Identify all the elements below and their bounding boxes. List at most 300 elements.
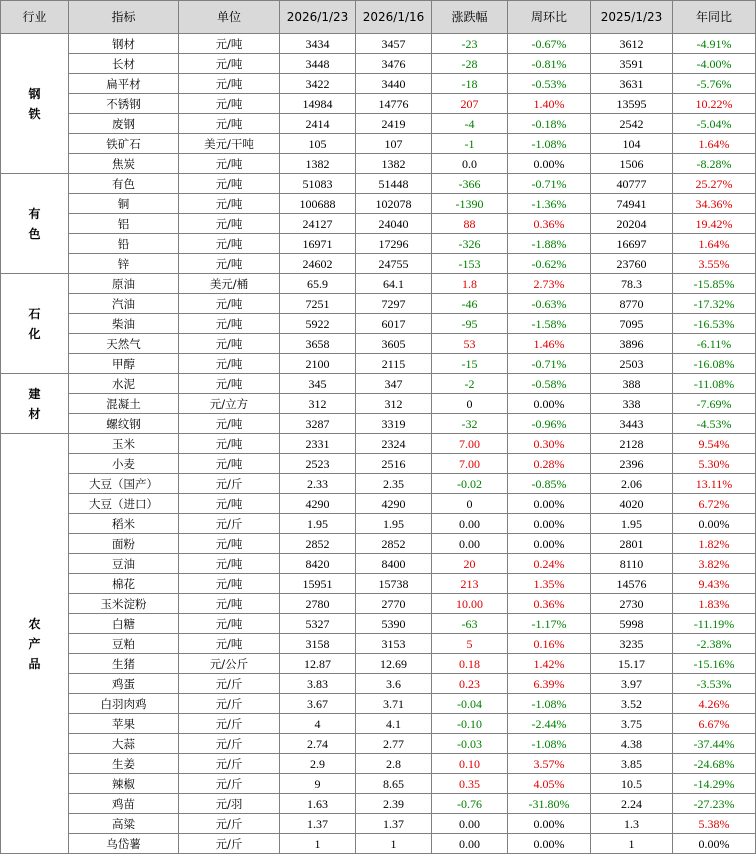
last-year-value-cell: 3.75 bbox=[591, 714, 673, 734]
indicator-cell: 甲醇 bbox=[69, 354, 179, 374]
indicator-cell: 豆油 bbox=[69, 554, 179, 574]
yoy-cell: 34.36% bbox=[673, 194, 756, 214]
previous-value-cell: 102078 bbox=[356, 194, 432, 214]
unit-cell: 元/斤 bbox=[179, 674, 280, 694]
wow-cell: 0.00% bbox=[508, 154, 591, 174]
table-row bbox=[1, 154, 756, 174]
wow-cell: 2.73% bbox=[508, 274, 591, 294]
wow-cell: 0.00% bbox=[508, 394, 591, 414]
yoy-cell: 0.00% bbox=[673, 834, 756, 854]
change-cell: 0.00 bbox=[432, 514, 508, 534]
yoy-cell: -4.00% bbox=[673, 54, 756, 74]
last-year-value-cell: 2.06 bbox=[591, 474, 673, 494]
last-year-value-cell: 3443 bbox=[591, 414, 673, 434]
table-row bbox=[1, 134, 756, 154]
previous-value-cell: 2.77 bbox=[356, 734, 432, 754]
current-value-cell: 4290 bbox=[280, 494, 356, 514]
table-row bbox=[1, 394, 756, 414]
last-year-value-cell: 3591 bbox=[591, 54, 673, 74]
previous-value-cell: 17296 bbox=[356, 234, 432, 254]
last-year-value-cell: 5998 bbox=[591, 614, 673, 634]
indicator-cell: 钢材 bbox=[69, 34, 179, 54]
header-week-over-week: 周环比 bbox=[508, 1, 591, 34]
wow-cell: -0.67% bbox=[508, 34, 591, 54]
previous-value-cell: 64.1 bbox=[356, 274, 432, 294]
current-value-cell: 5327 bbox=[280, 614, 356, 634]
wow-cell: 1.46% bbox=[508, 334, 591, 354]
yoy-cell: 1.83% bbox=[673, 594, 756, 614]
header-current-date: 2026/1/23 bbox=[280, 1, 356, 34]
table-row bbox=[1, 294, 756, 314]
yoy-cell: 1.64% bbox=[673, 234, 756, 254]
table-row bbox=[1, 174, 756, 194]
yoy-cell: -24.68% bbox=[673, 754, 756, 774]
indicator-cell: 铅 bbox=[69, 234, 179, 254]
table-row bbox=[1, 94, 756, 114]
last-year-value-cell: 3.85 bbox=[591, 754, 673, 774]
previous-value-cell: 1 bbox=[356, 834, 432, 854]
header-indicator: 指标 bbox=[69, 1, 179, 34]
wow-cell: 0.00% bbox=[508, 514, 591, 534]
unit-cell: 元/吨 bbox=[179, 154, 280, 174]
current-value-cell: 3422 bbox=[280, 74, 356, 94]
previous-value-cell: 2770 bbox=[356, 594, 432, 614]
change-cell: 0.23 bbox=[432, 674, 508, 694]
previous-value-cell: 3457 bbox=[356, 34, 432, 54]
last-year-value-cell: 10.5 bbox=[591, 774, 673, 794]
indicator-cell: 大豆（国产） bbox=[69, 474, 179, 494]
indicator-cell: 焦炭 bbox=[69, 154, 179, 174]
unit-cell: 元/吨 bbox=[179, 354, 280, 374]
previous-value-cell: 1.37 bbox=[356, 814, 432, 834]
change-cell: 5 bbox=[432, 634, 508, 654]
current-value-cell: 8420 bbox=[280, 554, 356, 574]
indicator-cell: 面粉 bbox=[69, 534, 179, 554]
table-row bbox=[1, 454, 756, 474]
unit-cell: 元/吨 bbox=[179, 534, 280, 554]
indicator-cell: 辣椒 bbox=[69, 774, 179, 794]
unit-cell: 元/吨 bbox=[179, 454, 280, 474]
previous-value-cell: 8400 bbox=[356, 554, 432, 574]
unit-cell: 元/吨 bbox=[179, 254, 280, 274]
indicator-cell: 水泥 bbox=[69, 374, 179, 394]
previous-value-cell: 6017 bbox=[356, 314, 432, 334]
wow-cell: -0.62% bbox=[508, 254, 591, 274]
yoy-cell: 1.64% bbox=[673, 134, 756, 154]
previous-value-cell: 3.71 bbox=[356, 694, 432, 714]
wow-cell: -1.58% bbox=[508, 314, 591, 334]
table-row bbox=[1, 514, 756, 534]
current-value-cell: 345 bbox=[280, 374, 356, 394]
indicator-cell: 高粱 bbox=[69, 814, 179, 834]
current-value-cell: 2.33 bbox=[280, 474, 356, 494]
change-cell: -32 bbox=[432, 414, 508, 434]
previous-value-cell: 3440 bbox=[356, 74, 432, 94]
yoy-cell: 6.72% bbox=[673, 494, 756, 514]
indicator-cell: 玉米淀粉 bbox=[69, 594, 179, 614]
change-cell: 10.00 bbox=[432, 594, 508, 614]
previous-value-cell: 3605 bbox=[356, 334, 432, 354]
change-cell: 0.18 bbox=[432, 654, 508, 674]
unit-cell: 元/吨 bbox=[179, 494, 280, 514]
current-value-cell: 3.67 bbox=[280, 694, 356, 714]
indicator-cell: 有色 bbox=[69, 174, 179, 194]
indicator-cell: 大豆（进口） bbox=[69, 494, 179, 514]
current-value-cell: 1.63 bbox=[280, 794, 356, 814]
industry-cell: 农 产 品 bbox=[1, 434, 69, 854]
current-value-cell: 3.83 bbox=[280, 674, 356, 694]
unit-cell: 元/斤 bbox=[179, 514, 280, 534]
table-row bbox=[1, 674, 756, 694]
current-value-cell: 2100 bbox=[280, 354, 356, 374]
current-value-cell: 16971 bbox=[280, 234, 356, 254]
previous-value-cell: 1382 bbox=[356, 154, 432, 174]
table-row bbox=[1, 754, 756, 774]
previous-value-cell: 2516 bbox=[356, 454, 432, 474]
previous-value-cell: 3319 bbox=[356, 414, 432, 434]
unit-cell: 元/吨 bbox=[179, 594, 280, 614]
unit-cell: 元/吨 bbox=[179, 574, 280, 594]
indicator-cell: 废钢 bbox=[69, 114, 179, 134]
change-cell: 7.00 bbox=[432, 434, 508, 454]
current-value-cell: 2523 bbox=[280, 454, 356, 474]
previous-value-cell: 24755 bbox=[356, 254, 432, 274]
wow-cell: 0.30% bbox=[508, 434, 591, 454]
current-value-cell: 3158 bbox=[280, 634, 356, 654]
current-value-cell: 24602 bbox=[280, 254, 356, 274]
current-value-cell: 12.87 bbox=[280, 654, 356, 674]
header-year-over-year: 年同比 bbox=[673, 1, 756, 34]
indicator-cell: 铝 bbox=[69, 214, 179, 234]
change-cell: -46 bbox=[432, 294, 508, 314]
current-value-cell: 1.37 bbox=[280, 814, 356, 834]
wow-cell: -1.88% bbox=[508, 234, 591, 254]
change-cell: 0 bbox=[432, 494, 508, 514]
unit-cell: 元/斤 bbox=[179, 734, 280, 754]
unit-cell: 元/立方 bbox=[179, 394, 280, 414]
previous-value-cell: 5390 bbox=[356, 614, 432, 634]
wow-cell: -0.63% bbox=[508, 294, 591, 314]
yoy-cell: -6.11% bbox=[673, 334, 756, 354]
change-cell: 53 bbox=[432, 334, 508, 354]
change-cell: -0.02 bbox=[432, 474, 508, 494]
current-value-cell: 2.9 bbox=[280, 754, 356, 774]
change-cell: 213 bbox=[432, 574, 508, 594]
indicator-cell: 扁平材 bbox=[69, 74, 179, 94]
yoy-cell: -4.91% bbox=[673, 34, 756, 54]
last-year-value-cell: 3.52 bbox=[591, 694, 673, 714]
wow-cell: -0.53% bbox=[508, 74, 591, 94]
previous-value-cell: 3.6 bbox=[356, 674, 432, 694]
table-row bbox=[1, 694, 756, 714]
wow-cell: 0.36% bbox=[508, 214, 591, 234]
table-row bbox=[1, 354, 756, 374]
change-cell: -15 bbox=[432, 354, 508, 374]
wow-cell: -0.58% bbox=[508, 374, 591, 394]
change-cell: -0.03 bbox=[432, 734, 508, 754]
industry-cell: 钢 铁 bbox=[1, 34, 69, 174]
industry-cell: 石 化 bbox=[1, 274, 69, 374]
last-year-value-cell: 2801 bbox=[591, 534, 673, 554]
table-row bbox=[1, 574, 756, 594]
current-value-cell: 14984 bbox=[280, 94, 356, 114]
unit-cell: 元/斤 bbox=[179, 694, 280, 714]
last-year-value-cell: 23760 bbox=[591, 254, 673, 274]
change-cell: 7.00 bbox=[432, 454, 508, 474]
current-value-cell: 3658 bbox=[280, 334, 356, 354]
change-cell: -326 bbox=[432, 234, 508, 254]
table-row bbox=[1, 814, 756, 834]
change-cell: -0.04 bbox=[432, 694, 508, 714]
table-row bbox=[1, 474, 756, 494]
change-cell: 20 bbox=[432, 554, 508, 574]
yoy-cell: -27.23% bbox=[673, 794, 756, 814]
yoy-cell: -7.69% bbox=[673, 394, 756, 414]
unit-cell: 元/吨 bbox=[179, 434, 280, 454]
unit-cell: 元/吨 bbox=[179, 314, 280, 334]
change-cell: 0.00 bbox=[432, 814, 508, 834]
previous-value-cell: 2.8 bbox=[356, 754, 432, 774]
yoy-cell: 1.82% bbox=[673, 534, 756, 554]
unit-cell: 元/斤 bbox=[179, 774, 280, 794]
last-year-value-cell: 2128 bbox=[591, 434, 673, 454]
table-row bbox=[1, 54, 756, 74]
table-row bbox=[1, 114, 756, 134]
current-value-cell: 105 bbox=[280, 134, 356, 154]
wow-cell: -1.08% bbox=[508, 734, 591, 754]
current-value-cell: 7251 bbox=[280, 294, 356, 314]
last-year-value-cell: 3631 bbox=[591, 74, 673, 94]
wow-cell: -1.36% bbox=[508, 194, 591, 214]
wow-cell: 1.35% bbox=[508, 574, 591, 594]
wow-cell: -0.96% bbox=[508, 414, 591, 434]
last-year-value-cell: 104 bbox=[591, 134, 673, 154]
last-year-value-cell: 2542 bbox=[591, 114, 673, 134]
wow-cell: 0.00% bbox=[508, 534, 591, 554]
indicator-cell: 不锈钢 bbox=[69, 94, 179, 114]
table-row bbox=[1, 374, 756, 394]
yoy-cell: 5.30% bbox=[673, 454, 756, 474]
unit-cell: 元/吨 bbox=[179, 374, 280, 394]
last-year-value-cell: 4020 bbox=[591, 494, 673, 514]
change-cell: -23 bbox=[432, 34, 508, 54]
indicator-cell: 天然气 bbox=[69, 334, 179, 354]
wow-cell: -1.08% bbox=[508, 134, 591, 154]
current-value-cell: 1382 bbox=[280, 154, 356, 174]
previous-value-cell: 14776 bbox=[356, 94, 432, 114]
header-previous-date: 2026/1/16 bbox=[356, 1, 432, 34]
indicator-cell: 豆粕 bbox=[69, 634, 179, 654]
yoy-cell: -11.19% bbox=[673, 614, 756, 634]
yoy-cell: 9.54% bbox=[673, 434, 756, 454]
yoy-cell: -11.08% bbox=[673, 374, 756, 394]
table-row bbox=[1, 774, 756, 794]
unit-cell: 元/吨 bbox=[179, 114, 280, 134]
wow-cell: 1.40% bbox=[508, 94, 591, 114]
unit-cell: 元/吨 bbox=[179, 634, 280, 654]
current-value-cell: 1.95 bbox=[280, 514, 356, 534]
indicator-cell: 柴油 bbox=[69, 314, 179, 334]
last-year-value-cell: 78.3 bbox=[591, 274, 673, 294]
previous-value-cell: 2324 bbox=[356, 434, 432, 454]
yoy-cell: -16.53% bbox=[673, 314, 756, 334]
change-cell: -95 bbox=[432, 314, 508, 334]
table-row bbox=[1, 414, 756, 434]
change-cell: 0.35 bbox=[432, 774, 508, 794]
unit-cell: 元/斤 bbox=[179, 814, 280, 834]
unit-cell: 元/吨 bbox=[179, 194, 280, 214]
unit-cell: 元/吨 bbox=[179, 334, 280, 354]
previous-value-cell: 2.39 bbox=[356, 794, 432, 814]
unit-cell: 元/斤 bbox=[179, 474, 280, 494]
yoy-cell: -15.85% bbox=[673, 274, 756, 294]
previous-value-cell: 2852 bbox=[356, 534, 432, 554]
table-row bbox=[1, 614, 756, 634]
change-cell: -1 bbox=[432, 134, 508, 154]
previous-value-cell: 12.69 bbox=[356, 654, 432, 674]
table-row bbox=[1, 214, 756, 234]
current-value-cell: 3287 bbox=[280, 414, 356, 434]
yoy-cell: 9.43% bbox=[673, 574, 756, 594]
previous-value-cell: 107 bbox=[356, 134, 432, 154]
change-cell: 207 bbox=[432, 94, 508, 114]
industry-cell: 建 材 bbox=[1, 374, 69, 434]
table-row bbox=[1, 554, 756, 574]
unit-cell: 元/吨 bbox=[179, 74, 280, 94]
previous-value-cell: 2115 bbox=[356, 354, 432, 374]
table-row bbox=[1, 74, 756, 94]
yoy-cell: -5.76% bbox=[673, 74, 756, 94]
wow-cell: 0.00% bbox=[508, 814, 591, 834]
last-year-value-cell: 16697 bbox=[591, 234, 673, 254]
previous-value-cell: 8.65 bbox=[356, 774, 432, 794]
table-row bbox=[1, 274, 756, 294]
yoy-cell: -4.53% bbox=[673, 414, 756, 434]
change-cell: -63 bbox=[432, 614, 508, 634]
indicator-cell: 乌岱薯 bbox=[69, 834, 179, 854]
table-row bbox=[1, 494, 756, 514]
wow-cell: 0.00% bbox=[508, 494, 591, 514]
indicator-cell: 稻米 bbox=[69, 514, 179, 534]
current-value-cell: 3434 bbox=[280, 34, 356, 54]
current-value-cell: 15951 bbox=[280, 574, 356, 594]
change-cell: -2 bbox=[432, 374, 508, 394]
last-year-value-cell: 2503 bbox=[591, 354, 673, 374]
indicator-cell: 生姜 bbox=[69, 754, 179, 774]
current-value-cell: 1 bbox=[280, 834, 356, 854]
unit-cell: 元/羽 bbox=[179, 794, 280, 814]
wow-cell: -1.17% bbox=[508, 614, 591, 634]
current-value-cell: 4 bbox=[280, 714, 356, 734]
current-value-cell: 2331 bbox=[280, 434, 356, 454]
unit-cell: 元/斤 bbox=[179, 714, 280, 734]
wow-cell: 4.05% bbox=[508, 774, 591, 794]
wow-cell: -0.71% bbox=[508, 174, 591, 194]
previous-value-cell: 24040 bbox=[356, 214, 432, 234]
wow-cell: 6.39% bbox=[508, 674, 591, 694]
wow-cell: -0.18% bbox=[508, 114, 591, 134]
table-row bbox=[1, 194, 756, 214]
last-year-value-cell: 74941 bbox=[591, 194, 673, 214]
last-year-value-cell: 8770 bbox=[591, 294, 673, 314]
previous-value-cell: 2.35 bbox=[356, 474, 432, 494]
yoy-cell: 25.27% bbox=[673, 174, 756, 194]
yoy-cell: 5.38% bbox=[673, 814, 756, 834]
last-year-value-cell: 4.38 bbox=[591, 734, 673, 754]
last-year-value-cell: 3.97 bbox=[591, 674, 673, 694]
last-year-value-cell: 13595 bbox=[591, 94, 673, 114]
yoy-cell: -37.44% bbox=[673, 734, 756, 754]
last-year-value-cell: 1.95 bbox=[591, 514, 673, 534]
header-row bbox=[1, 1, 756, 34]
wow-cell: -1.08% bbox=[508, 694, 591, 714]
wow-cell: -0.85% bbox=[508, 474, 591, 494]
last-year-value-cell: 388 bbox=[591, 374, 673, 394]
wow-cell: 1.42% bbox=[508, 654, 591, 674]
last-year-value-cell: 3235 bbox=[591, 634, 673, 654]
unit-cell: 元/公斤 bbox=[179, 654, 280, 674]
unit-cell: 美元/干吨 bbox=[179, 134, 280, 154]
table-row bbox=[1, 714, 756, 734]
header-change: 涨跌幅 bbox=[432, 1, 508, 34]
current-value-cell: 2780 bbox=[280, 594, 356, 614]
header-industry: 行业 bbox=[1, 1, 69, 34]
unit-cell: 元/斤 bbox=[179, 834, 280, 854]
table-body bbox=[1, 34, 756, 854]
last-year-value-cell: 1 bbox=[591, 834, 673, 854]
yoy-cell: 19.42% bbox=[673, 214, 756, 234]
last-year-value-cell: 2396 bbox=[591, 454, 673, 474]
unit-cell: 元/吨 bbox=[179, 614, 280, 634]
indicator-cell: 白羽肉鸡 bbox=[69, 694, 179, 714]
table-row bbox=[1, 234, 756, 254]
previous-value-cell: 2419 bbox=[356, 114, 432, 134]
wow-cell: -0.81% bbox=[508, 54, 591, 74]
unit-cell: 元/斤 bbox=[179, 754, 280, 774]
last-year-value-cell: 7095 bbox=[591, 314, 673, 334]
change-cell: -18 bbox=[432, 74, 508, 94]
unit-cell: 元/吨 bbox=[179, 234, 280, 254]
yoy-cell: 10.22% bbox=[673, 94, 756, 114]
table-row bbox=[1, 434, 756, 454]
yoy-cell: -5.04% bbox=[673, 114, 756, 134]
indicator-cell: 苹果 bbox=[69, 714, 179, 734]
indicator-cell: 鸡苗 bbox=[69, 794, 179, 814]
table-row bbox=[1, 794, 756, 814]
yoy-cell: 6.67% bbox=[673, 714, 756, 734]
wow-cell: 0.24% bbox=[508, 554, 591, 574]
wow-cell: 0.00% bbox=[508, 834, 591, 854]
wow-cell: 0.28% bbox=[508, 454, 591, 474]
unit-cell: 元/吨 bbox=[179, 34, 280, 54]
wow-cell: 0.16% bbox=[508, 634, 591, 654]
yoy-cell: -3.53% bbox=[673, 674, 756, 694]
previous-value-cell: 312 bbox=[356, 394, 432, 414]
yoy-cell: 4.26% bbox=[673, 694, 756, 714]
previous-value-cell: 15738 bbox=[356, 574, 432, 594]
table-row bbox=[1, 734, 756, 754]
unit-cell: 元/吨 bbox=[179, 174, 280, 194]
table-row bbox=[1, 334, 756, 354]
yoy-cell: -14.29% bbox=[673, 774, 756, 794]
table-row bbox=[1, 314, 756, 334]
table-row bbox=[1, 654, 756, 674]
yoy-cell: -16.08% bbox=[673, 354, 756, 374]
indicator-cell: 小麦 bbox=[69, 454, 179, 474]
change-cell: -153 bbox=[432, 254, 508, 274]
current-value-cell: 2414 bbox=[280, 114, 356, 134]
last-year-value-cell: 15.17 bbox=[591, 654, 673, 674]
